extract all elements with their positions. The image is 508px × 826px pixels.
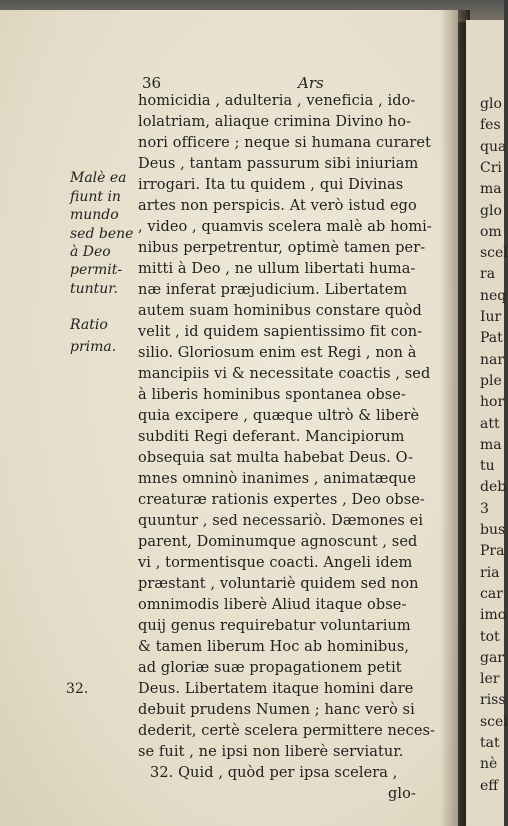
- facing-page-fragment: deb: [480, 479, 507, 496]
- facing-page-fragment: Pra: [480, 543, 505, 560]
- margin-note-line: tuntur.: [70, 281, 118, 297]
- facing-page-fragment: fes: [480, 117, 501, 134]
- body-line: mancipiis vi & necessitate coactis , sed: [138, 366, 431, 382]
- body-line: Deus. Libertatem itaque homini dare: [138, 681, 414, 697]
- facing-page-fragment: om: [480, 223, 502, 240]
- facing-page-fragment: hor: [480, 394, 505, 411]
- margin-note-line: à Deo: [70, 244, 111, 260]
- facing-page-fragment: 3: [480, 500, 489, 517]
- facing-page-fragment: tot: [480, 628, 500, 645]
- facing-page-fragment: gar: [480, 649, 505, 666]
- body-line: autem suam hominibus constare quòd: [138, 303, 422, 319]
- body-line: debuit prudens Numen ; hanc verò si: [138, 702, 415, 718]
- facing-page-fragment: Cri: [480, 159, 502, 176]
- facing-page-fragment: scel: [480, 245, 508, 262]
- facing-page-fragment: imo: [480, 607, 507, 624]
- margin-note-line: Ratio: [70, 317, 108, 333]
- body-line: quia excipere , quæque ultrò & liberè: [138, 408, 420, 424]
- body-line: Deus , tantam passurum sibi iniuriam: [138, 156, 419, 172]
- body-line: mitti à Deo , ne ullum libertati huma-: [138, 261, 416, 277]
- facing-page-fragment: ler: [480, 671, 500, 688]
- body-line: irrogari. Ita tu quidem , qui Divinas: [138, 177, 404, 193]
- body-line: , video , quamvis scelera malè ab homi-: [138, 219, 432, 235]
- facing-page-fragment: nar: [480, 351, 505, 368]
- facing-page-fragment: bus: [480, 522, 506, 538]
- margin-note-line: Malè ea: [70, 170, 127, 186]
- body-line: glo-: [388, 786, 416, 802]
- body-line: lolatriam, aliaque crimina Divino ho-: [138, 114, 412, 130]
- body-line: subditi Regi deferant. Mancipiorum: [138, 429, 405, 445]
- facing-page-fragment: car: [480, 585, 503, 602]
- body-line: velit , id quidem sapientissimo fit con-: [138, 324, 423, 340]
- facing-page-fragment: eff: [480, 777, 499, 794]
- body-line: nibus perpetrentur, optimè tamen per-: [138, 240, 426, 256]
- facing-page-fragment: riss: [480, 692, 506, 709]
- running-title: Ars: [298, 74, 324, 92]
- facing-page: [466, 20, 508, 826]
- facing-page-fragment: Iur: [480, 309, 502, 325]
- facing-page-fragment: ple: [480, 372, 502, 389]
- body-line: ad gloriæ suæ propagationem petit: [138, 660, 402, 676]
- body-line: præstant , voluntariè quidem sed non: [138, 576, 419, 592]
- facing-page-fragment: tat: [480, 735, 500, 751]
- margin-note-line: permit-: [70, 262, 123, 278]
- body-line: à liberis hominibus spontanea obse-: [138, 387, 406, 403]
- body-line: creaturæ rationis expertes , Deo obse-: [138, 492, 425, 508]
- facing-page-fragment: att: [480, 415, 500, 432]
- body-line: mnes omninò inanimes , animatæque: [138, 471, 417, 487]
- body-line: vi , tormentisque coacti. Angeli idem: [138, 555, 413, 571]
- body-line: homicidia , adulteria , veneficia , ido-: [138, 93, 416, 109]
- body-line: quuntur , sed necessariò. Dæmones ei: [138, 513, 424, 529]
- facing-page-fragment: glo: [480, 202, 502, 219]
- body-line: artes non perspicis. At verò istud ego: [138, 198, 417, 214]
- body-line: næ inferat præjudicium. Libertatem: [138, 282, 408, 298]
- facing-page-fragment: ma: [480, 181, 502, 198]
- body-line: dederit, certè scelera permittere neces-: [138, 723, 436, 739]
- body-line: omnimodis liberè Aliud itaque obse-: [138, 597, 407, 613]
- page-number: 36: [142, 74, 162, 92]
- body-line: obsequia sat multa habebat Deus. O-: [138, 450, 414, 466]
- body-line: se fuit , ne ipsi non liberè serviatur.: [138, 744, 404, 760]
- body-line: parent, Dominumque agnoscunt , sed: [138, 534, 418, 550]
- facing-page-fragment: Pat: [480, 330, 503, 347]
- facing-page-fragment: qua: [480, 138, 507, 155]
- facing-page-fragment: ma: [480, 436, 502, 453]
- facing-page-fragment: tu: [480, 458, 495, 475]
- body-line: quij genus requirebatur voluntarium: [138, 618, 411, 634]
- margin-paragraph-number: 32.: [66, 681, 89, 697]
- body-line: & tamen liberum Hoc ab hominibus,: [138, 639, 410, 655]
- body-line: nori officere ; neque si humana curaret: [138, 135, 432, 151]
- facing-page-fragment: nè: [480, 756, 498, 773]
- facing-page-fragment: glo: [480, 96, 502, 112]
- facing-page-fragment: ra: [480, 266, 496, 283]
- facing-page-fragment: ria: [480, 564, 500, 581]
- margin-note-line: fiunt in: [70, 189, 121, 205]
- body-line: silio. Gloriosum enim est Regi , non à: [138, 345, 417, 361]
- margin-note-line: prima.: [70, 339, 117, 355]
- facing-page-fragment: neq: [480, 287, 507, 304]
- margin-note-line: mundo: [70, 207, 119, 223]
- facing-page-fragment: scel: [480, 713, 508, 730]
- body-line: 32. Quid , quòd per ipsa scelera ,: [150, 765, 398, 781]
- margin-note-line: sed bene: [70, 226, 134, 242]
